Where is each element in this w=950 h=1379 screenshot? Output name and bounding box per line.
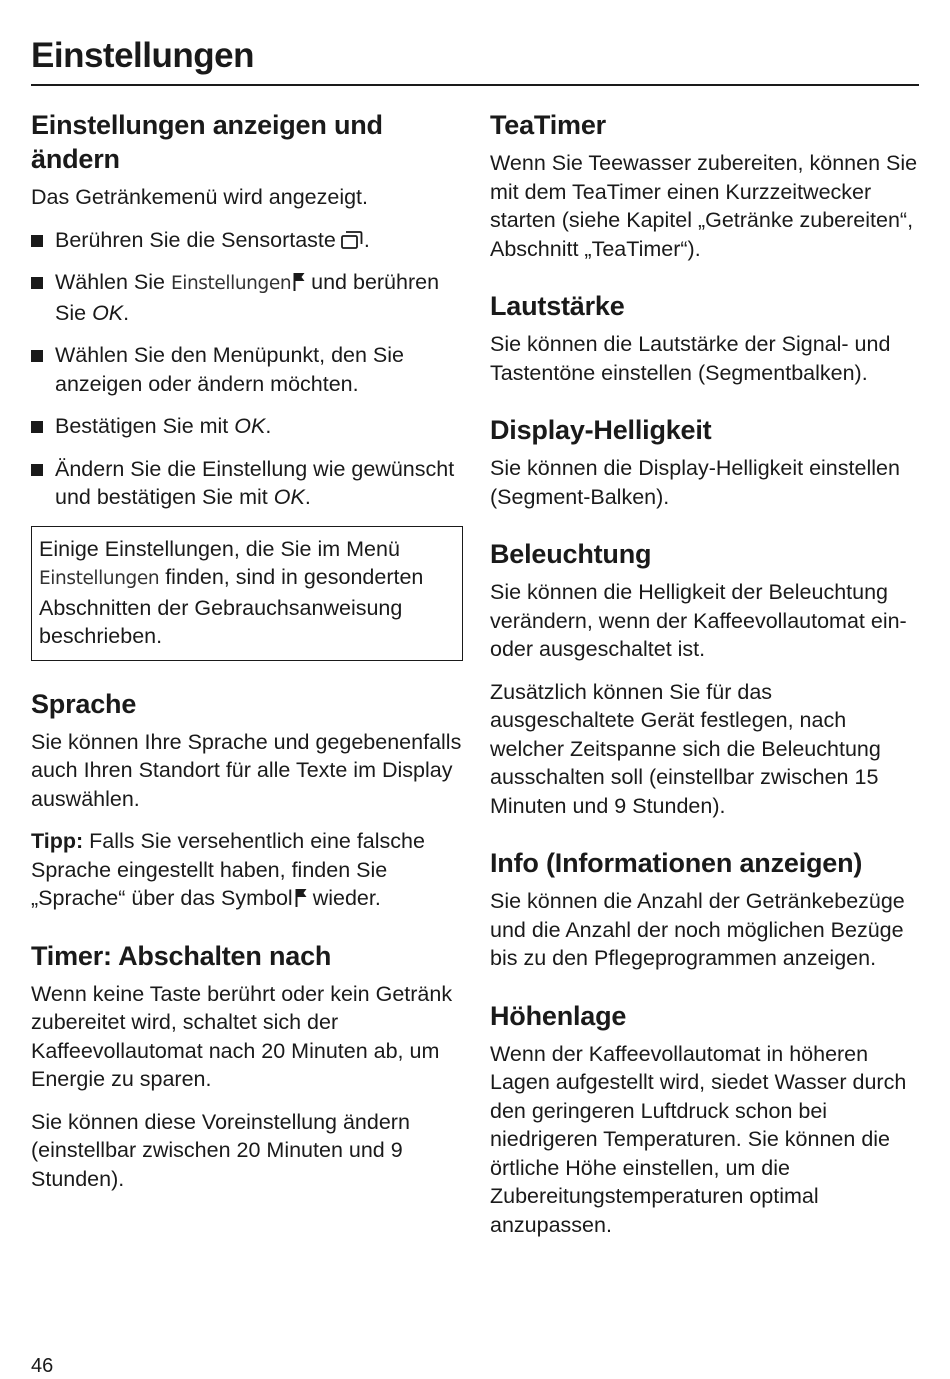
section-heading-display-brightness: Display-Helligkeit [490, 415, 712, 445]
square-bullet-icon [31, 421, 43, 433]
flag-icon [293, 272, 305, 292]
page-title: Einstellungen [31, 36, 254, 75]
step-item [31, 455, 463, 512]
square-bullet-icon [31, 235, 43, 247]
step-text: und berühren Sie [55, 270, 440, 325]
step-item [31, 412, 463, 441]
section-heading-info: Info (Informationen anzeigen) [490, 848, 863, 878]
step-end: . [363, 227, 370, 252]
menu-name-settings: Einstellungen [39, 568, 160, 589]
note-text: finden, sind in gesonderten Abschnitten der Gebrauchsanweisung beschrieben. [39, 565, 424, 648]
right-column [490, 108, 920, 1253]
square-bullet-icon [31, 350, 43, 362]
lighting-text-2: Zusätzlich können Sie für das ausgeschaltete Gerät festlegen, nach welcher Zeitspanne sich die Beleuchtung ausschalten soll (einstellbar zwischen 15 Minuten und 9 Stunden). [490, 679, 881, 818]
step-text: Bestätigen Sie mit [55, 414, 229, 438]
info-text: Sie können die Anzahl der Getränkebezüge und die Anzahl der noch möglichen Bezüge bis zu den Pflegeprogrammen anzeigen. [490, 889, 905, 970]
section-heading-timer: Timer: Abschalten nach [31, 940, 332, 971]
ok-label: OK [234, 414, 266, 438]
step-text: Berühren Sie die Sensortaste [55, 227, 336, 252]
step-item [31, 268, 463, 327]
section-heading-teatimer: TeaTimer [490, 110, 606, 140]
section-heading-altitude: Höhenlage [490, 1000, 627, 1031]
menu-name-settings: Einstellungen [170, 273, 292, 294]
tip-text-end: wieder. [312, 886, 381, 910]
step-text: Ändern Sie die Einstellung wie gewünscht und bestätigen Sie mit [55, 456, 455, 509]
step-end: . [265, 414, 272, 438]
intro-text: Das Getränkemenü wird angezeigt. [31, 185, 369, 209]
step-item [31, 341, 463, 398]
note-box [31, 526, 463, 661]
step-end: . [123, 300, 130, 325]
step-end: . [304, 485, 311, 509]
display-brightness-text: Sie können die Display-Helligkeit einstellen (Segment-Balken). [490, 456, 900, 509]
sensor-key-icon [340, 230, 364, 250]
section-heading-volume: Lautstärke [490, 291, 625, 321]
ok-label: OK [92, 300, 124, 325]
square-bullet-icon [31, 277, 43, 289]
language-text: Sie können Ihre Sprache und gegebenenfalls auch Ihren Standort für alle Texte im Display auswählen. [31, 729, 462, 811]
note-text: Einige Einstellungen, die Sie im Menü [39, 536, 400, 561]
square-bullet-icon [31, 464, 43, 476]
step-list [31, 226, 463, 512]
section-heading-settings: Einstellungen anzeigen und ändern [31, 110, 383, 174]
ok-label: OK [273, 485, 305, 509]
timer-text-2: Sie können diese Voreinstellung ändern (einstellbar zwischen 20 Minuten und 9 Stunden). [31, 1109, 410, 1191]
teatimer-text: Wenn Sie Teewasser zubereiten, können Sie mit dem TeaTimer einen Kurzzeitwecker starten (siehe Kapitel „Getränke zubereiten“, Abschnitt „TeaTimer“). [490, 151, 918, 261]
step-text: Wählen Sie den Menüpunkt, den Sie anzeigen oder ändern möchten. [55, 343, 405, 396]
altitude-text: Wenn der Kaffeevollautomat in höheren Lagen aufgestellt wird, siedet Wasser durch den geringeren Luftdruck schon bei niedrigeren Temperaturen. Sie können die örtliche Höhe einstellen, um die Zubereitungstemperaturen optimal anzupassen. [490, 1041, 907, 1237]
lighting-text-1: Sie können die Helligkeit der Beleuchtung verändern, wenn der Kaffeevollautomat ein- oder ausgeschaltet ist. [490, 580, 907, 661]
tip-text: Falls Sie versehentlich eine falsche Sprache eingestellt haben, finden Sie „Sprache“ über das Symbol [31, 829, 425, 910]
title-rule [31, 84, 919, 86]
step-text: Wählen Sie [55, 270, 165, 294]
section-heading-language: Sprache [31, 688, 137, 719]
tip-label: Tipp: [31, 829, 84, 853]
flag-icon [295, 888, 307, 908]
left-column [31, 108, 463, 1207]
step-item [31, 226, 463, 255]
timer-text-1: Wenn keine Taste berührt oder kein Getränk zubereitet wird, schaltet sich der Kaffeevollautomat nach 20 Minuten ab, um Energie zu sparen. [31, 981, 453, 1091]
volume-text: Sie können die Lautstärke der Signal- und Tastentöne einstellen (Segmentbalken). [490, 332, 891, 385]
tip-paragraph [31, 827, 463, 913]
section-heading-lighting: Beleuchtung [490, 539, 652, 569]
page-number: 46 [31, 1355, 54, 1377]
